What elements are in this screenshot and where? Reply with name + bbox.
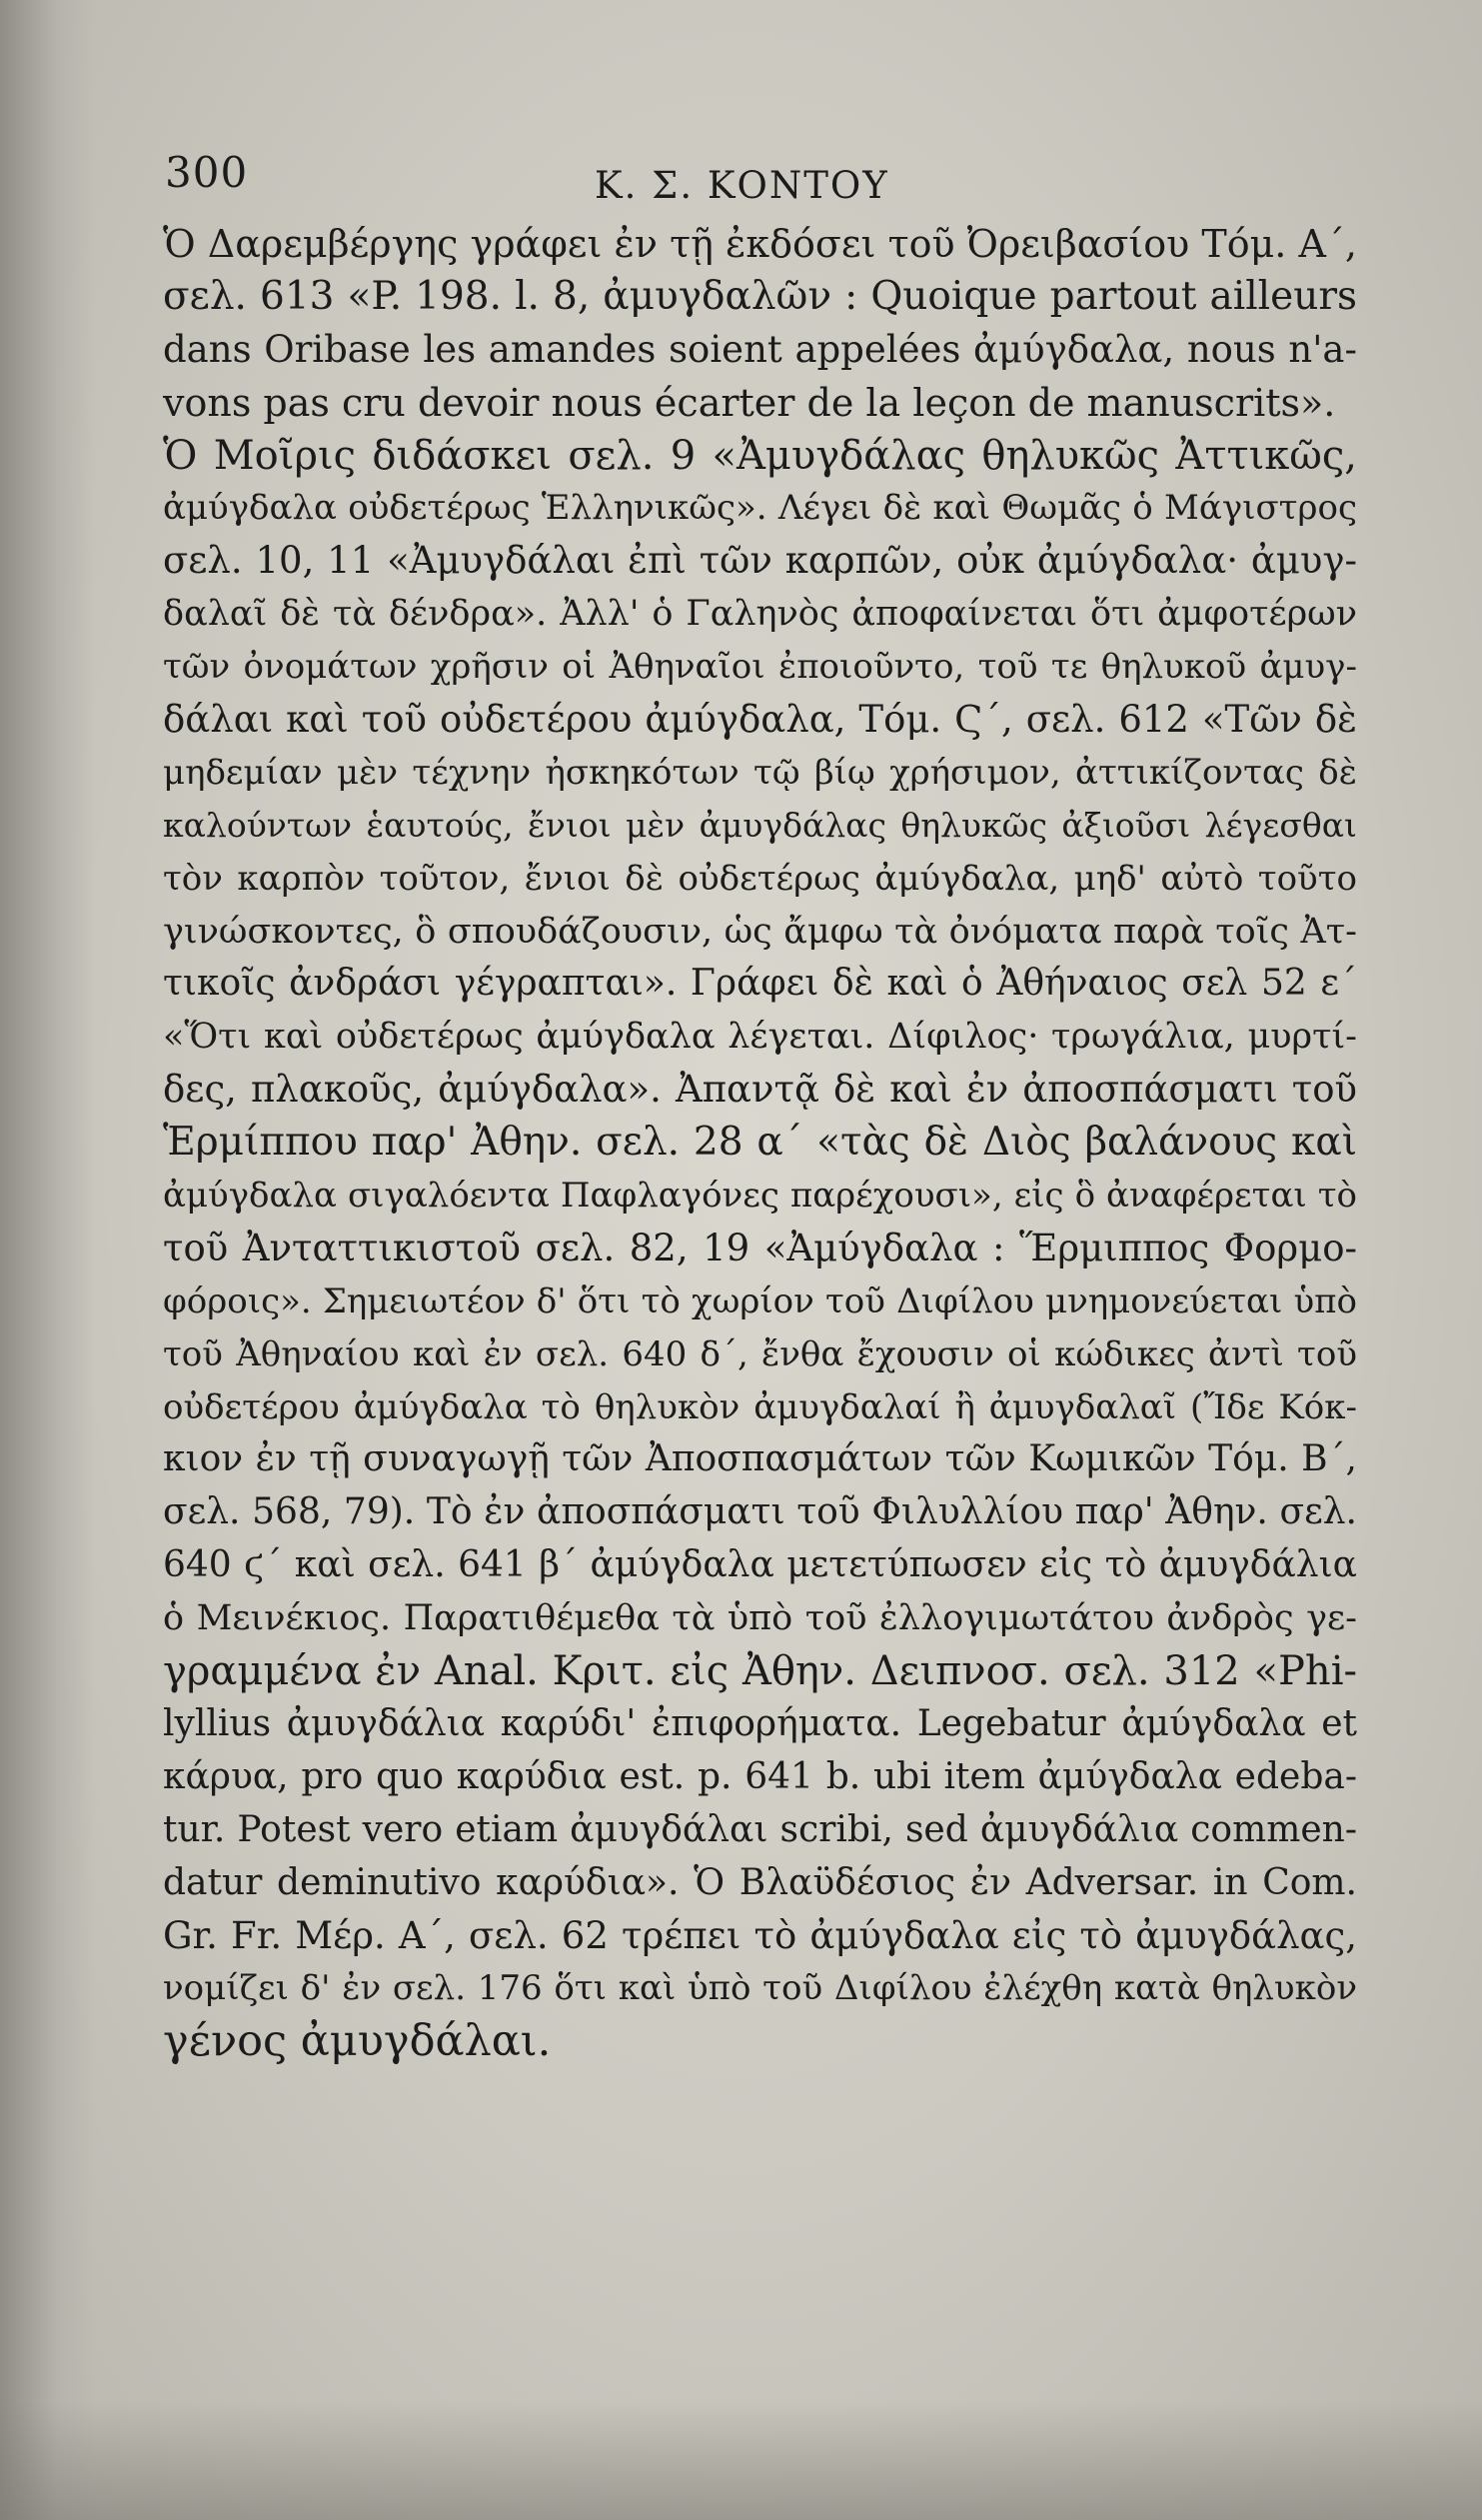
page-header xyxy=(165,148,1354,208)
text-line: Ὁ Μοῖρις διδάσκει σελ. 9 «Ἀμυγδάλας θηλυκῶς Ἀττικῶς, xyxy=(163,432,1357,479)
text-line: τοῦ Ἀθηναίου καὶ ἐν σελ. 640 δ΄, ἔνθα ἔχουσιν οἱ κώδικες ἀντὶ τοῦ xyxy=(163,1333,1357,1374)
text-line: «Ὅτι καὶ οὐδετέρως ἀμύγδαλα λέγεται. Δίφιλος· τρωγάλια, μυρτί- xyxy=(163,1017,1357,1058)
page-bottom-shadow xyxy=(0,2400,1482,2520)
text-line: δες, πλακοῦς, ἀμύγδαλα». Ἀπαντᾷ δὲ καὶ ἐν ἀποσπάσματι τοῦ xyxy=(163,1068,1357,1112)
text-line: μηδεμίαν μὲν τέχνην ἠσκηκότων τῷ βίῳ χρήσιμον, ἀττικίζοντας δὲ xyxy=(163,752,1357,793)
running-head: Κ. Σ. ΚΟΝΤΟΥ xyxy=(595,164,889,207)
text-line: τὸν καρπὸν τοῦτον, ἔνιοι δὲ οὐδετέρως ἀμύγδαλα, μηδ' αὐτὸ τοῦτο xyxy=(163,858,1357,899)
text-line: κάρυα, pro quo καρύδια est. p. 641 b. ubi item ἀμύγδαλα edeba- xyxy=(163,1755,1357,1797)
text-line: γινώσκοντες, ὃ σπουδάζουσιν, ὡς ἄμφω τὰ ὀνόματα παρὰ τοῖς Ἀτ- xyxy=(163,911,1357,952)
text-line: datur deminutivo καρύδια». Ὁ Βλαϋδέσιος ἐν Adversar. in Com. xyxy=(163,1861,1357,1903)
text-line: dans Oribase les amandes soient appelées ἀμύγδαλα, nous n'a- xyxy=(163,327,1357,371)
text-line: σελ. 613 «P. 198. l. 8, ἀμυγδαλῶν : Quoique partout ailleurs xyxy=(163,273,1357,319)
text-line: ἀμύγδαλα σιγαλόεντα Παφλαγόνες παρέχουσι», εἰς ὃ ἀναφέρεται τὸ xyxy=(163,1176,1357,1217)
text-line: κιον ἐν τῇ συναγωγῇ τῶν Ἀποσπασμάτων τῶν Κωμικῶν Τόμ. Β΄, xyxy=(163,1438,1357,1480)
text-line: δαλαῖ δὲ τὰ δένδρα». Ἀλλ' ὁ Γαληνὸς ἀποφαίνεται ὅτι ἀμφοτέρων xyxy=(163,594,1357,635)
text-line: γραμμένα ἐν Anal. Κριτ. εἰς Ἀθην. Δειπνοσ. σελ. 312 «Phi- xyxy=(163,1648,1357,1695)
text-line: τικοῖς ἀνδράσι γέγραπται». Γράφει δὲ καὶ ὁ Ἀθήναιος σελ 52 ε΄ xyxy=(163,963,1357,1005)
text-line: δάλαι καὶ τοῦ οὐδετέρου ἀμύγδαλα, Τόμ. Ϛ΄, σελ. 612 «Τῶν δὲ xyxy=(163,698,1357,742)
text-line: Gr. Fr. Μέρ. Α΄, σελ. 62 τρέπει τὸ ἀμύγδαλα εἰς τὸ ἀμυγδάλας, xyxy=(163,1913,1357,1957)
text-line: lyllius ἀμυγδάλια καρύδι' ἐπιφορήματα. Legebatur ἀμύγδαλα et xyxy=(163,1702,1357,1744)
text-line: 640 ϛ΄ καὶ σελ. 641 β΄ ἀμύγδαλα μετετύπωσεν εἰς τὸ ἀμυγδάλια xyxy=(163,1544,1357,1586)
text-line: καλούντων ἑαυτούς, ἔνιοι μὲν ἀμυγδάλας θηλυκῶς ἀξιοῦσι λέγεσθαι xyxy=(163,805,1357,845)
text-line: νομίζει δ' ἐν σελ. 176 ὅτι καὶ ὑπὸ τοῦ Διφίλου ἐλέχθη κατὰ θηλυκὸν xyxy=(163,1968,1357,2009)
page-number: 300 xyxy=(165,148,249,197)
text-line: τοῦ Ἀνταττικιστοῦ σελ. 82, 19 «Ἀμύγδαλα : Ἕρμιππος Φορμο- xyxy=(163,1226,1357,1269)
text-line: γένος ἀμυγδάλαι. xyxy=(163,2016,552,2067)
text-line: Ἑρμίππου παρ' Ἀθην. σελ. 28 α΄ «τὰς δὲ Διὸς βαλάνους καὶ xyxy=(163,1120,1357,1166)
text-line: σελ. 10, 11 «Ἀμυγδάλαι ἐπὶ τῶν καρπῶν, οὐκ ἀμύγδαλα· ἀμυγ- xyxy=(163,539,1357,583)
text-line: φόροις». Σημειωτέον δ' ὅτι τὸ χωρίον τοῦ Διφίλου μνημονεύεται ὑπὸ xyxy=(163,1280,1357,1321)
page-gutter-shadow xyxy=(0,0,95,2520)
text-line: ἀμύγδαλα οὐδετέρως Ἑλληνικῶς». Λέγει δὲ καὶ Θωμᾶς ὁ Μάγιστρος xyxy=(163,488,1357,529)
text-line: σελ. 568, 79). Τὸ ἐν ἀποσπάσματι τοῦ Φιλυλλίου παρ' Ἀθην. σελ. xyxy=(163,1491,1357,1533)
text-line: οὐδετέρου ἀμύγδαλα τὸ θηλυκὸν ἀμυγδαλαί ἢ ἀμυγδαλαῖ (Ἴδε Κόκ- xyxy=(163,1386,1357,1427)
text-line: τῶν ὀνομάτων χρῆσιν οἱ Ἀθηναῖοι ἐποιοῦντο, τοῦ τε θηλυκοῦ ἀμυγ- xyxy=(163,647,1357,688)
text-line: ὁ Μεινέκιος. Παρατιθέμεθα τὰ ὑπὸ τοῦ ἐλλογιμωτάτου ἀνδρὸς γε- xyxy=(163,1598,1357,1639)
text-line: vons pas cru devoir nous écarter de la leçon de manuscrits». xyxy=(163,380,1336,425)
text-line: tur. Potest vero etiam ἀμυγδάλαι scribi, sed ἀμυγδάλια commen- xyxy=(163,1808,1357,1850)
text-line: Ὁ Δαρεμβέργης γράφει ἐν τῇ ἐκδόσει τοῦ Ὀρειβασίου Τόμ. Α΄, xyxy=(163,222,1357,266)
body-text xyxy=(163,218,1357,2068)
